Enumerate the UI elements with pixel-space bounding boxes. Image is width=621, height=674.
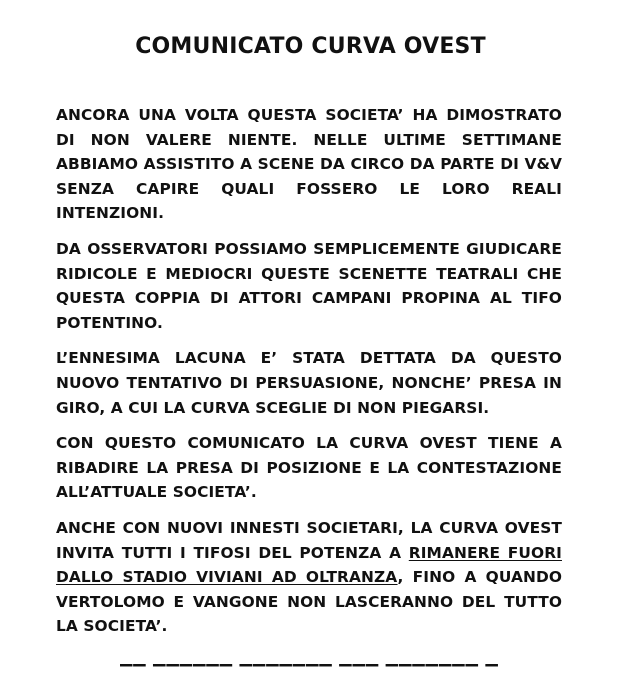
underlined-demand: RIMANERE FUORI DALLO STADIO VIVIANI AD OLTRANZA [56, 543, 562, 587]
cropped-text-fragment: ▔▔ ▔▔▔▔▔▔ ▔▔▔▔▔▔▔ ▔▔▔ ▔▔▔▔▔▔▔ ▔ [120, 664, 499, 674]
paragraph-5-lead: ANCHE CON NUOVI INNESTI SOCIETARI, LA CURVA OVEST INVITA TUTTI I TIFOSI DEL POTENZA A [56, 518, 562, 562]
document-title: COMUNICATO CURVA OVEST [135, 34, 486, 59]
paragraph-2: DA OSSERVATORI POSSIAMO SEMPLICEMENTE GIUDICARE RIDICOLE E MEDIOCRI QUESTE SCENETTE TEATRALI CHE QUESTA COPPIA DI ATTORI CAMPANI PROPINA AL TIFO POTENTINO. [56, 239, 562, 332]
paragraph-1: ANCORA UNA VOLTA QUESTA SOCIETA’ HA DIMOSTRATO DI NON VALERE NIENTE. NELLE ULTIME SETTIMANE ABBIAMO ASSISTITO A SCENE DA CIRCO DA PARTE DI V&V SENZA CAPIRE QUALI FOSSERO LE LORO REALI INTENZIONI. [56, 106, 562, 223]
cropped-text-line [120, 664, 531, 674]
paragraph-4: CON QUESTO COMUNICATO LA CURVA OVEST TIENE A RIBADIRE LA PRESA DI POSIZIONE E LA CONTESTAZIONE ALL’ATTUALE SOCIETA’. [56, 434, 562, 502]
paragraph-3: L’ENNESIMA LACUNA E’ STATA DETTATA DA QUESTO NUOVO TENTATIVO DI PERSUASIONE, NONCHE’ PRESA IN GIRO, A CUI LA CURVA SCEGLIE DI NON PIEGARSI. [56, 349, 562, 417]
document-body [56, 103, 562, 650]
paragraph-5 [56, 516, 562, 639]
paragraph-5-tail: , FINO A QUANDO VERTOLOMO E VANGONE NON LASCERANNO DEL TUTTO LA SOCIETA’. [56, 568, 562, 636]
